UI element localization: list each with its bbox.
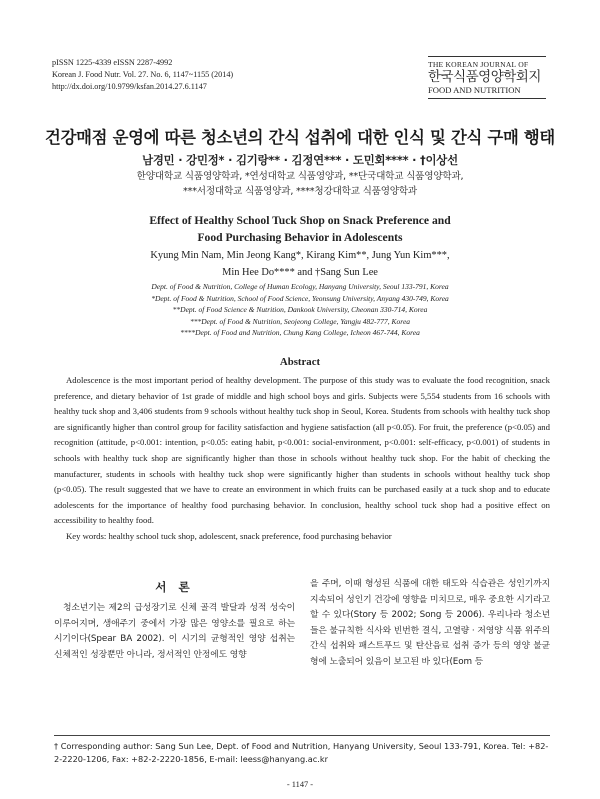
journal-masthead <box>428 56 546 99</box>
english-title <box>0 213 600 246</box>
english-authors <box>0 248 600 281</box>
abstract-body: Adolescence is the most important period of healthy development. The purpose of this study was to evaluate the food recognition, snack preference, and dietary behavior of 1st grade of middle and high school boys and girls. Subjects were 5,554 students from 16 schools with healthy tuck shop and 3,406 students from 9 schools without healthy tuck shop in Seoul, Korea. Students from schools with healthy tuck shop are significantly higher than control group for facility satisfaction and hygiene satisfaction (all p<0.05). For fruit, the preference (p<0.05) and recognition (attitude, p<0.001: intention, p<0.05: eating habit, p<0.001: social-environment, p<0.001: self-efficacy, p<0.001) of students in schools with healthy tuck shop are significantly higher than those in schools without healthy tuck shop. For the habit of checking the manufacturer, students in schools with healthy tuck shop were significantly higher than students in schools without healthy tuck shop (p<0.05). The result suggested that we have to create an environment in which fruits can be purchased easily at a tuck shop and to educate adolescents for the importance of healthy food purchasing behavior. In conclusion, healthy school tuck shop had a positive effect on accessibility to healthy food. <box>54 375 550 526</box>
english-title-line: Food Purchasing Behavior in Adolescents <box>197 230 403 244</box>
english-authors-line: Kyung Min Nam, Min Jeong Kang*, Kirang Kim**, Jung Yun Kim***, <box>150 250 450 261</box>
affil-line: *Dept. of Food & Nutrition, School of Food Science, Yeonsung University, Anyang 430-749, Korea <box>151 293 449 303</box>
korean-authors: 남경민 · 강민정* · 김기랑** · 김정연*** · 도민회**** · †이상선 <box>142 153 458 167</box>
journal-name-line3: FOOD AND NUTRITION <box>428 85 521 95</box>
intro-column-right: 을 주며, 이때 형성된 식품에 대한 태도와 식습관은 성인기까지 지속되어 성인기 건강에 영향을 미치므로, 매우 중요한 시기라고 할 수 있다(Story 등 2002; Song 등 2006). 우리나라 청소년들은 불규칙한 식사와 빈번한 결식, 고열량 · 저영양 식품 위주의 간식 섭취와 패스트푸드 및 탄산음료 섭취 증가 등의 영양 불균형에 노출되어 있음이 보고된 바 있다(Eom 등 <box>310 579 550 667</box>
corresponding-author-footnote: † Corresponding author: Sang Sun Lee, Dept. of Food and Nutrition, Hanyang University, Seoul 133-791, Korea. Tel: +82-2-2220-1206, Fax: +82-2-2220-1856, E-mail: leess@hanyang.ac.kr <box>54 741 549 764</box>
affil-line: **Dept. of Food Science & Nutrition, Dankook University, Cheonan 330-714, Korea <box>172 305 428 315</box>
english-authors-line: Min Hee Do**** and †Sang Sun Lee <box>222 266 378 278</box>
masthead-top-rule <box>428 56 546 57</box>
intro-column-left: 청소년기는 제2의 급성장기로 신체 골격 발달과 성적 성숙이 이루어지며, 생애주기 중에서 가장 많은 영양소를 필요로 하는 시기이다(Spear BA 2002). 이 시기의 균형적인 영양 섭취는 신체적인 성장뿐만 아니라, 정서적인 안정에도 영향 <box>54 603 295 660</box>
english-title-line: Effect of Healthy School Tuck Shop on Snack Preference and <box>149 214 451 227</box>
korean-affil-line: 한양대학교 식품영양학과, *연성대학교 식품영양과, **단국대학교 식품영양학과, <box>136 171 464 182</box>
page-number: - 1147 - <box>286 780 314 789</box>
citation-block <box>52 57 233 94</box>
issn-line: pISSN 1225-4339 eISSN 2287-4992 <box>52 58 173 67</box>
journal-name-line1: THE KOREAN JOURNAL OF <box>428 60 529 69</box>
english-affiliations <box>0 281 600 339</box>
keywords: Key words: healthy school tuck shop, adolescent, snack preference, food purchasing behavior <box>66 531 392 541</box>
affil-line: Dept. of Food & Nutrition, College of Human Ecology, Hanyang University, Seoul 133-791, Korea <box>151 282 449 291</box>
affil-line: ****Dept. of Food and Nutrition, Chung Kang College, Icheon 467-744, Korea <box>180 328 420 338</box>
citation-line: Korean J. Food Nutr. Vol. 27. No. 6, 1147~1155 (2014) <box>52 70 234 80</box>
journal-korean-name: 한국식품영양학회지 <box>428 69 541 85</box>
affil-line: ***Dept. of Food & Nutrition, Seojeong College, Yangju 482-777, Korea <box>189 316 411 326</box>
korean-title: 건강매점 운영에 따른 청소년의 간식 섭취에 대한 인식 및 간식 구매 행태 <box>45 128 555 147</box>
footnote-divider <box>54 735 550 736</box>
masthead-bottom-rule <box>428 98 546 99</box>
korean-affil-line: ***서정대학교 식품영양과, ****청강대학교 식품영양학과 <box>183 185 417 197</box>
intro-heading: 서 론 <box>155 580 194 594</box>
korean-affiliations <box>0 170 600 199</box>
doi-link[interactable]: http://dx.doi.org/10.9799/ksfan.2014.27.6.1147 <box>52 82 207 92</box>
abstract-heading: Abstract <box>279 356 321 368</box>
